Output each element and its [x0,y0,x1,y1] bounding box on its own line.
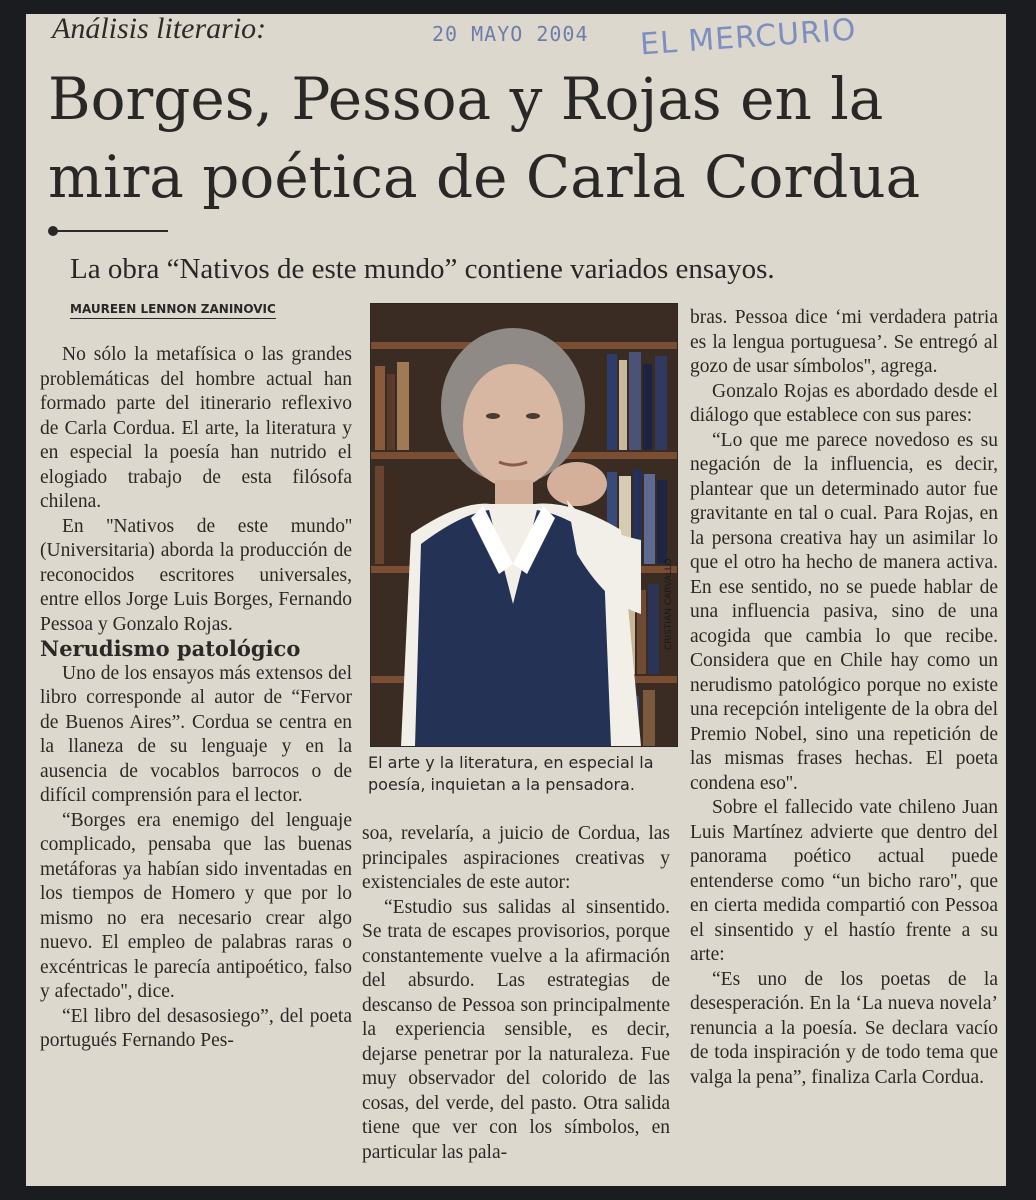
paragraph: “Es uno de los poetas de la desesperación. En la ‘La nueva novela’ renuncia a la poesía. Se declara vacío de toda inspiración y de todo tema que valga la pena”, finaliza Carla Cordua. [690,968,998,1088]
article-column-2 [362,822,670,1165]
subtitle: La obra “Nativos de este mundo” contiene variados ensayos. [70,253,775,285]
paragraph: bras. Pessoa dice ‘mi verdadera patria es la lengua portuguesa’. Se entregó al gozo de usar símbolos'', agrega. [690,307,998,377]
paragraph: “El libro del desasosiego”, del poeta portugués Fernando Pes- [40,1005,352,1051]
headline-line-2: mira poética de Carla Cordua [48,143,921,211]
paragraph: Uno de los ensayos más extensos del libro corresponde al autor de “Fervor de Buenos Aires”. Cordua se centra en la llaneza de su lenguaje y en la ausencia de vocablos barrocos o de difícil comprensión para el lector. [40,662,352,806]
headline [48,60,1008,216]
paragraph: No sólo la metafísica o las grandes problemáticas del hombre actual han formado parte del itinerario reflexivo de Carla Cordua. El arte, la literatura y en especial la poesía han nutrido el elogiado trabajo de esta filósofa chilena. [40,344,352,512]
paragraph: soa, revelaría, a juicio de Cordua, las principales aspiraciones creativas y existenciales de este autor: [362,823,670,893]
newspaper-stamp: EL MERCURIO [639,12,858,63]
photo-credit: CRISTIAN CARVALLO [664,558,674,650]
byline: MAUREEN LENNON ZANINOVIC [70,302,276,319]
paragraph: “Estudio sus salidas al sinsentido. Se trata de escapes provisorios, porque constantemente vuelve a la afirmación del absurdo. Las estrategias de descanso de Pessoa son principalmente la experiencia sensible, es decir, dejarse penetrar por la naturaleza. Fue muy observador del colorido de las cosas, del verde, del pasto. Otra salida tiene que ver con los símbolos, en particular las pala- [362,896,670,1163]
section-kicker: Análisis literario: [52,12,267,45]
paragraph: “Borges era enemigo del lenguaje complicado, pensaba que las buenas metáforas ya habían sido inventadas en los tiempos de Homero y que por lo mismo no era necesario crear algo nuevo. El empleo de palabras raras o excéntricas le parecía antipoético, falso y afectado'', dice. [40,809,352,1002]
article-column-1 [40,343,352,1054]
headline-line-1: Borges, Pessoa y Rojas en la [48,65,884,133]
photo-caption: El arte y la literatura, en especial la poesía, inquietan a la pensadora. [368,753,654,794]
article-column-3 [690,306,998,1090]
headline-rule-dot [48,226,58,236]
headline-rule [50,230,168,232]
paragraph: En ''Nativos de este mundo'' (Universitaria) aborda la producción de reconocidos escritores universales, entre ellos Jorge Luis Borges, Fernando Pessoa y Gonzalo Rojas. [40,515,352,635]
author-photo [370,303,678,747]
date-stamp: 20 MAYO 2004 [432,22,589,46]
paragraph: “Lo que me parece novedoso es su negación de la influencia, es decir, plantear que un determinado autor fue gravitante en tal o cual. Para Rojas, en la persona creativa hay un asimilar lo que el otro ha hecho de manera activa. En ese sentido, no se puede hablar de una influencia pasiva, sino de una acogida que cambia lo que recibe. Considera que en Chile hay como un nerudismo patológico porque no existe una recepción inteligente de la obra del Premio Nobel, sino una repetición de las mismas frases hechas. El poeta condena eso''. [690,429,998,794]
section-subhead: Nerudismo patológico [40,636,301,661]
paragraph: Gonzalo Rojas es abordado desde el diálogo que establece con sus pares: [690,380,998,426]
paragraph: Sobre el fallecido vate chileno Juan Luis Martínez advierte que dentro del panorama poético actual puede entenderse como “un bicho raro'', que en cierta medida compartió con Pessoa el sinsentido y el hastío frente a su arte: [690,797,998,965]
portrait-illustration [371,304,677,746]
